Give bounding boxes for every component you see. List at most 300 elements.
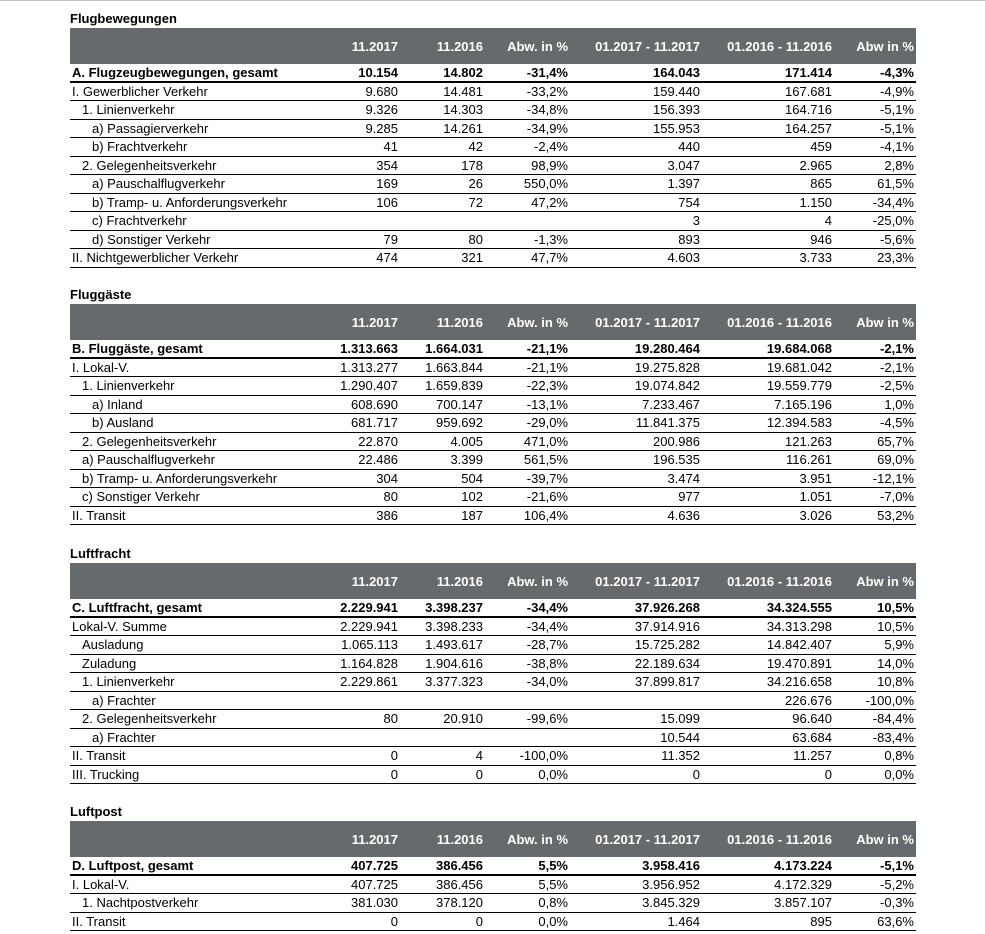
table-cell: -12,1% bbox=[872, 470, 914, 486]
table-cell: 41 bbox=[383, 139, 398, 154]
table-row bbox=[70, 231, 916, 250]
table-cell: 3.845.329 bbox=[642, 895, 700, 910]
table-cell: 3.956.952 bbox=[642, 876, 700, 892]
table-cell bbox=[398, 692, 483, 710]
table-cell: 19.559.779 bbox=[766, 378, 832, 393]
table-cell bbox=[483, 729, 568, 747]
table-cell: 106,4% bbox=[523, 507, 568, 523]
column-header: 11.2017 bbox=[351, 314, 398, 330]
table-cell: 3.474 bbox=[667, 470, 700, 486]
table-row bbox=[70, 175, 916, 194]
table-cell: 407.725 bbox=[351, 876, 398, 892]
table-cell: 22.486 bbox=[358, 452, 398, 467]
row-label: a) Frachter bbox=[92, 729, 156, 745]
table-cell: 34.313.298 bbox=[766, 618, 832, 634]
table-cell: 14.481 bbox=[443, 83, 483, 99]
table-cell: 14,0% bbox=[877, 655, 914, 671]
table-cell: -21,1% bbox=[526, 341, 568, 356]
table-cell: 561,5% bbox=[523, 452, 568, 467]
row-label: Ausladung bbox=[82, 637, 144, 652]
table-cell: -4,1% bbox=[880, 139, 914, 154]
table-cell: -7,0% bbox=[880, 489, 914, 504]
table-cell: 20.910 bbox=[443, 711, 483, 726]
table-cell: 5,5% bbox=[538, 858, 568, 873]
column-header: 11.2017 bbox=[351, 573, 398, 589]
section-title: Fluggäste bbox=[70, 287, 132, 302]
table-cell: 15.099 bbox=[660, 711, 700, 726]
table-row bbox=[70, 377, 916, 396]
table-cell: 5,5% bbox=[538, 876, 568, 892]
table-cell: 12.394.583 bbox=[766, 415, 832, 430]
table-cell bbox=[483, 212, 568, 230]
table-cell: -83,4% bbox=[872, 729, 914, 745]
table-cell: 4 bbox=[475, 748, 483, 763]
table-cell: -99,6% bbox=[526, 711, 568, 726]
table-cell: 96.640 bbox=[792, 711, 832, 726]
column-header: Abw. in % bbox=[507, 831, 568, 847]
table-cell: 1.663.844 bbox=[425, 359, 483, 375]
table-cell: 10.544 bbox=[660, 729, 700, 745]
table-cell: 1,0% bbox=[884, 396, 914, 412]
table-cell: 26 bbox=[468, 176, 483, 191]
section-title: Luftfracht bbox=[70, 546, 131, 561]
table-cell: 2,8% bbox=[884, 157, 914, 173]
table-cell: 1.659.839 bbox=[425, 378, 483, 393]
table-cell: 7.233.467 bbox=[642, 396, 700, 412]
column-header: Abw. in % bbox=[507, 314, 568, 330]
table-cell: -34,8% bbox=[526, 102, 568, 117]
table-cell: 304 bbox=[376, 470, 398, 486]
table-cell: 354 bbox=[376, 157, 398, 173]
table-cell: 63.684 bbox=[792, 729, 832, 745]
table-cell: 3.398.233 bbox=[425, 618, 483, 634]
table-cell: 0,0% bbox=[884, 766, 914, 782]
table-row bbox=[70, 747, 916, 766]
table-cell bbox=[320, 729, 398, 747]
table-cell: 1.493.617 bbox=[425, 637, 483, 652]
table-cell: 504 bbox=[461, 470, 483, 486]
column-header: 01.2016 - 11.2016 bbox=[727, 38, 832, 54]
row-label: a) Frachter bbox=[92, 692, 156, 708]
table-cell: -5,6% bbox=[880, 231, 914, 247]
column-header-row bbox=[70, 563, 916, 599]
table-cell: -34,4% bbox=[872, 194, 914, 210]
table-cell: 9.285 bbox=[365, 120, 398, 136]
table-cell: 65,7% bbox=[877, 433, 914, 449]
table-cell: 459 bbox=[810, 139, 832, 154]
table-cell: 10.154 bbox=[358, 65, 398, 80]
row-label: b) Tramp- u. Anforderungsverkehr bbox=[82, 470, 278, 486]
table-cell: 3.958.416 bbox=[642, 858, 700, 873]
table-cell: -39,7% bbox=[526, 470, 568, 486]
table-cell: 1.464 bbox=[667, 913, 700, 929]
table-cell: 23,3% bbox=[877, 250, 914, 265]
table-cell: 19.681.042 bbox=[766, 359, 832, 375]
table-cell: 895 bbox=[810, 913, 832, 929]
table-cell: 4 bbox=[824, 213, 832, 228]
table-cell bbox=[320, 212, 398, 230]
table-cell: 3.399 bbox=[450, 452, 483, 467]
table-row bbox=[70, 470, 916, 489]
table-cell: 378.120 bbox=[436, 895, 483, 910]
table-cell: 14.303 bbox=[443, 102, 483, 117]
table-cell bbox=[320, 692, 398, 710]
row-label: c) Sonstiger Verkehr bbox=[82, 489, 200, 504]
table-row bbox=[70, 212, 916, 231]
table-cell: -5,1% bbox=[880, 858, 914, 873]
section-luftfracht bbox=[70, 545, 916, 784]
section-title: Flugbewegungen bbox=[70, 11, 177, 26]
column-header: 11.2016 bbox=[436, 831, 483, 847]
table-cell: -28,7% bbox=[526, 637, 568, 652]
table-cell: 4.603 bbox=[667, 250, 700, 265]
table-cell: 22.189.634 bbox=[634, 655, 700, 671]
table-cell: 226.676 bbox=[785, 692, 832, 708]
row-label: II. Transit bbox=[72, 913, 126, 929]
column-header: Abw in % bbox=[856, 314, 914, 330]
table-row bbox=[70, 636, 916, 655]
table-cell: 0,0% bbox=[538, 913, 568, 929]
table-cell: 2.229.941 bbox=[340, 600, 398, 615]
table-cell: -25,0% bbox=[872, 213, 914, 228]
table-cell: 63,6% bbox=[877, 913, 914, 929]
table-cell: 1.397 bbox=[667, 176, 700, 191]
table-row bbox=[70, 249, 916, 268]
table-cell: 0 bbox=[692, 766, 700, 782]
row-label: I. Lokal-V. bbox=[72, 359, 130, 375]
column-header: Abw. in % bbox=[507, 38, 568, 54]
total-row bbox=[70, 857, 916, 876]
table-cell: -34,4% bbox=[526, 618, 568, 634]
table-cell: 977 bbox=[678, 489, 700, 504]
table-cell: -84,4% bbox=[872, 711, 914, 726]
row-label: d) Sonstiger Verkehr bbox=[92, 231, 211, 247]
table-cell: 550,0% bbox=[523, 176, 568, 191]
table-cell: -100,0% bbox=[519, 748, 568, 763]
top-border bbox=[0, 0, 985, 1]
table-cell: 164.257 bbox=[785, 120, 832, 136]
table-cell: -22,3% bbox=[526, 378, 568, 393]
table-cell: 156.393 bbox=[653, 102, 700, 117]
row-label: a) Pauschalflugverkehr bbox=[92, 176, 225, 191]
table-cell: 0,8% bbox=[538, 895, 568, 910]
table-cell: -33,2% bbox=[526, 83, 568, 99]
table-cell bbox=[483, 692, 568, 710]
table-cell: -4,3% bbox=[880, 65, 914, 80]
table-cell: -21,1% bbox=[526, 359, 568, 375]
table-cell: 0,0% bbox=[538, 766, 568, 782]
table-row bbox=[70, 120, 916, 139]
table-cell: 69,0% bbox=[877, 452, 914, 467]
table-cell: 98,9% bbox=[531, 157, 568, 173]
table-cell: 1.150 bbox=[799, 194, 832, 210]
table-cell: 1.164.828 bbox=[340, 655, 398, 671]
table-cell: 3.047 bbox=[667, 157, 700, 173]
table-cell: 1.313.277 bbox=[340, 359, 398, 375]
table-cell: 440 bbox=[678, 139, 700, 154]
table-cell: 37.914.916 bbox=[634, 618, 700, 634]
row-label: Zuladung bbox=[82, 655, 137, 671]
table-cell: 1.290.407 bbox=[340, 378, 398, 393]
row-label: 1. Nachtpostverkehr bbox=[82, 895, 199, 910]
table-cell: 1.051 bbox=[799, 489, 832, 504]
table-cell: 1.904.616 bbox=[425, 655, 483, 671]
table-row bbox=[70, 692, 916, 711]
table-cell: 0 bbox=[824, 766, 832, 782]
table-row bbox=[70, 876, 916, 895]
table-row bbox=[70, 673, 916, 692]
table-cell: 2.965 bbox=[799, 157, 832, 173]
table-cell: 321 bbox=[461, 250, 483, 265]
table-cell: 34.324.555 bbox=[766, 600, 832, 615]
table-cell: 4.005 bbox=[450, 433, 483, 449]
column-header: 01.2016 - 11.2016 bbox=[727, 831, 832, 847]
row-label: II. Transit bbox=[72, 507, 126, 523]
table-cell: 754 bbox=[678, 194, 700, 210]
table-cell: 42 bbox=[468, 139, 483, 154]
row-label: b) Frachtverkehr bbox=[92, 139, 188, 154]
row-label: C. Luftfracht, gesamt bbox=[72, 600, 203, 615]
table-row bbox=[70, 618, 916, 637]
table-row bbox=[70, 729, 916, 748]
table-cell: 14.842.407 bbox=[766, 637, 832, 652]
table-cell: 4.636 bbox=[667, 507, 700, 523]
table-cell: 159.440 bbox=[653, 83, 700, 99]
table-cell: 79 bbox=[383, 231, 398, 247]
column-header: 11.2017 bbox=[351, 831, 398, 847]
table-cell: 47,7% bbox=[531, 250, 568, 265]
table-row bbox=[70, 396, 916, 415]
table-cell: 72 bbox=[468, 194, 483, 210]
row-label: III. Trucking bbox=[72, 766, 140, 782]
table-cell: 471,0% bbox=[523, 433, 568, 449]
table-cell: 53,2% bbox=[877, 507, 914, 523]
table-cell: 0 bbox=[390, 766, 398, 782]
table-cell: 959.692 bbox=[436, 415, 483, 430]
table-row bbox=[70, 138, 916, 157]
table-cell: 178 bbox=[461, 157, 483, 173]
table-cell: -31,4% bbox=[526, 65, 568, 80]
table-row bbox=[70, 507, 916, 526]
table-cell: 169 bbox=[376, 176, 398, 191]
table-cell: 3.951 bbox=[799, 470, 832, 486]
table-cell: -21,6% bbox=[526, 489, 568, 504]
section-luftpost bbox=[70, 803, 916, 931]
table-row bbox=[70, 101, 916, 120]
table-cell: 700.147 bbox=[436, 396, 483, 412]
table-cell: 164.043 bbox=[653, 65, 700, 80]
table-cell: 155.953 bbox=[653, 120, 700, 136]
table-cell: -13,1% bbox=[526, 396, 568, 412]
table-cell: 4.173.224 bbox=[774, 858, 832, 873]
section-title: Luftpost bbox=[70, 804, 122, 819]
table-cell bbox=[568, 692, 700, 710]
table-cell: 164.716 bbox=[785, 102, 832, 117]
row-label: a) Passagierverkehr bbox=[92, 120, 209, 136]
table-cell: 1.065.113 bbox=[341, 637, 398, 652]
table-cell: 34.216.658 bbox=[766, 674, 832, 689]
column-header-row bbox=[70, 821, 916, 857]
table-cell: 946 bbox=[810, 231, 832, 247]
table-cell: 14.802 bbox=[443, 65, 483, 80]
row-label: II. Nichtgewerblicher Verkehr bbox=[72, 250, 239, 265]
table-cell: 37.899.817 bbox=[634, 674, 700, 689]
table-cell: -2,1% bbox=[880, 359, 914, 375]
row-label: 2. Gelegenheitsverkehr bbox=[82, 157, 217, 173]
table-row bbox=[70, 710, 916, 729]
table-cell: 19.275.828 bbox=[634, 359, 700, 375]
table-cell: 14.261 bbox=[443, 120, 483, 136]
table-cell: 386 bbox=[376, 507, 398, 523]
table-cell: 865 bbox=[810, 176, 832, 191]
table-cell: 386.456 bbox=[436, 858, 483, 873]
table-cell: 0 bbox=[475, 766, 483, 782]
column-header-row bbox=[70, 28, 916, 64]
table-cell: 9.680 bbox=[365, 83, 398, 99]
table-cell: -5,2% bbox=[880, 876, 914, 892]
row-label: 1. Linienverkehr bbox=[82, 674, 175, 689]
table-cell: -1,3% bbox=[534, 231, 568, 247]
table-cell: 381.030 bbox=[351, 895, 398, 910]
table-cell: 9.326 bbox=[365, 102, 398, 117]
table-cell: 3.857.107 bbox=[774, 895, 832, 910]
table-row bbox=[70, 414, 916, 433]
table-cell: 80 bbox=[383, 489, 398, 504]
row-label: I. Lokal-V. bbox=[72, 876, 130, 892]
table-cell: -4,9% bbox=[880, 83, 914, 99]
table-cell: 10,5% bbox=[877, 600, 914, 615]
table-cell: 10,8% bbox=[877, 674, 914, 689]
table-row bbox=[70, 83, 916, 102]
table-row bbox=[70, 766, 916, 785]
table-row bbox=[70, 655, 916, 674]
column-header: Abw. in % bbox=[507, 573, 568, 589]
table-cell: 80 bbox=[468, 231, 483, 247]
row-label: a) Inland bbox=[92, 396, 143, 412]
column-header: 01.2016 - 11.2016 bbox=[727, 314, 832, 330]
section-flugbewegungen bbox=[70, 10, 916, 268]
table-cell: 22.870 bbox=[358, 433, 398, 449]
table-cell: 121.263 bbox=[785, 433, 832, 449]
table-cell: -38,8% bbox=[526, 655, 568, 671]
table-cell: 10,5% bbox=[877, 618, 914, 634]
table-row bbox=[70, 433, 916, 452]
table-cell: 61,5% bbox=[877, 176, 914, 191]
column-header: 01.2016 - 11.2016 bbox=[727, 573, 832, 589]
column-header: Abw in % bbox=[856, 573, 914, 589]
table-cell: 681.717 bbox=[351, 415, 398, 430]
table-cell: 19.280.464 bbox=[634, 341, 700, 356]
table-cell: 196.535 bbox=[653, 452, 700, 467]
table-cell: -34,4% bbox=[526, 600, 568, 615]
row-label: 1. Linienverkehr bbox=[82, 102, 175, 117]
table-cell: 3.026 bbox=[799, 507, 832, 523]
column-header-row bbox=[70, 304, 916, 340]
table-cell: 3.398.237 bbox=[425, 600, 483, 615]
table-cell: 167.681 bbox=[785, 83, 832, 99]
row-label: 1. Linienverkehr bbox=[82, 378, 175, 393]
row-label: b) Tramp- u. Anforderungsverkehr bbox=[92, 194, 288, 210]
table-cell: -34,0% bbox=[526, 674, 568, 689]
table-cell: 11.352 bbox=[661, 748, 700, 763]
table-row bbox=[70, 913, 916, 932]
table-cell: 19.684.068 bbox=[766, 341, 832, 356]
column-header: 01.2017 - 11.2017 bbox=[595, 38, 700, 54]
row-label: A. Flugzeugbewegungen, gesamt bbox=[72, 65, 278, 80]
column-header: 01.2017 - 11.2017 bbox=[595, 831, 700, 847]
row-label: Lokal-V. Summe bbox=[72, 618, 167, 634]
table-cell: 5,9% bbox=[884, 637, 914, 652]
table-cell: 2.229.861 bbox=[340, 674, 398, 689]
row-label: B. Fluggäste, gesamt bbox=[72, 341, 203, 356]
section-flugg-ste bbox=[70, 286, 916, 525]
row-label: b) Ausland bbox=[92, 415, 154, 430]
table-cell: 37.926.268 bbox=[634, 600, 700, 615]
table-cell: 106 bbox=[376, 194, 398, 210]
table-cell: 474 bbox=[376, 250, 398, 265]
table-cell: 11.841.375 bbox=[635, 415, 700, 430]
total-row bbox=[70, 340, 916, 359]
column-header: 11.2016 bbox=[436, 314, 483, 330]
table-cell: 3.733 bbox=[799, 250, 832, 265]
table-cell: 102 bbox=[461, 489, 483, 504]
table-cell: 2.229.941 bbox=[340, 618, 398, 634]
table-cell: -2,5% bbox=[880, 378, 914, 393]
table-cell: -29,0% bbox=[526, 415, 568, 430]
table-cell: 1.313.663 bbox=[340, 341, 398, 356]
row-label: I. Gewerblicher Verkehr bbox=[72, 83, 208, 99]
table-cell: 116.261 bbox=[785, 452, 832, 467]
column-header: 11.2016 bbox=[436, 573, 483, 589]
table-cell: -5,1% bbox=[880, 102, 914, 117]
table-cell: 0 bbox=[390, 748, 398, 763]
column-header: 01.2017 - 11.2017 bbox=[595, 314, 700, 330]
table-cell: 3 bbox=[692, 213, 700, 228]
column-header: 11.2016 bbox=[436, 38, 483, 54]
row-label: a) Pauschalflugverkehr bbox=[82, 452, 215, 467]
total-row bbox=[70, 599, 916, 618]
column-header: 01.2017 - 11.2017 bbox=[595, 573, 700, 589]
table-row bbox=[70, 894, 916, 913]
row-label: II. Transit bbox=[72, 748, 126, 763]
table-cell: 11.257 bbox=[793, 748, 832, 763]
table-cell: 3.377.323 bbox=[425, 674, 483, 689]
table-cell: 171.414 bbox=[785, 65, 832, 80]
table-cell: 47,2% bbox=[531, 194, 568, 210]
table-cell: 80 bbox=[383, 711, 398, 726]
total-row bbox=[70, 64, 916, 83]
table-cell: 0 bbox=[475, 913, 483, 929]
table-cell: -100,0% bbox=[865, 692, 914, 708]
table-cell: 200.986 bbox=[653, 433, 700, 449]
table-cell: -4,5% bbox=[880, 415, 914, 430]
table-cell: 1.664.031 bbox=[425, 341, 483, 356]
table-row bbox=[70, 157, 916, 176]
table-cell: 187 bbox=[461, 507, 483, 523]
table-cell: 407.725 bbox=[351, 858, 398, 873]
table-cell: -0,3% bbox=[880, 895, 914, 910]
table-cell: 4.172.329 bbox=[774, 876, 832, 892]
column-header: Abw in % bbox=[856, 38, 914, 54]
table-row bbox=[70, 451, 916, 470]
table-cell: 608.690 bbox=[351, 396, 398, 412]
table-row bbox=[70, 359, 916, 378]
row-label: D. Luftpost, gesamt bbox=[72, 858, 194, 873]
table-cell bbox=[398, 729, 483, 747]
row-label: 2. Gelegenheitsverkehr bbox=[82, 711, 217, 726]
table-cell: 7.165.196 bbox=[774, 396, 832, 412]
table-cell: -2,1% bbox=[880, 341, 914, 356]
